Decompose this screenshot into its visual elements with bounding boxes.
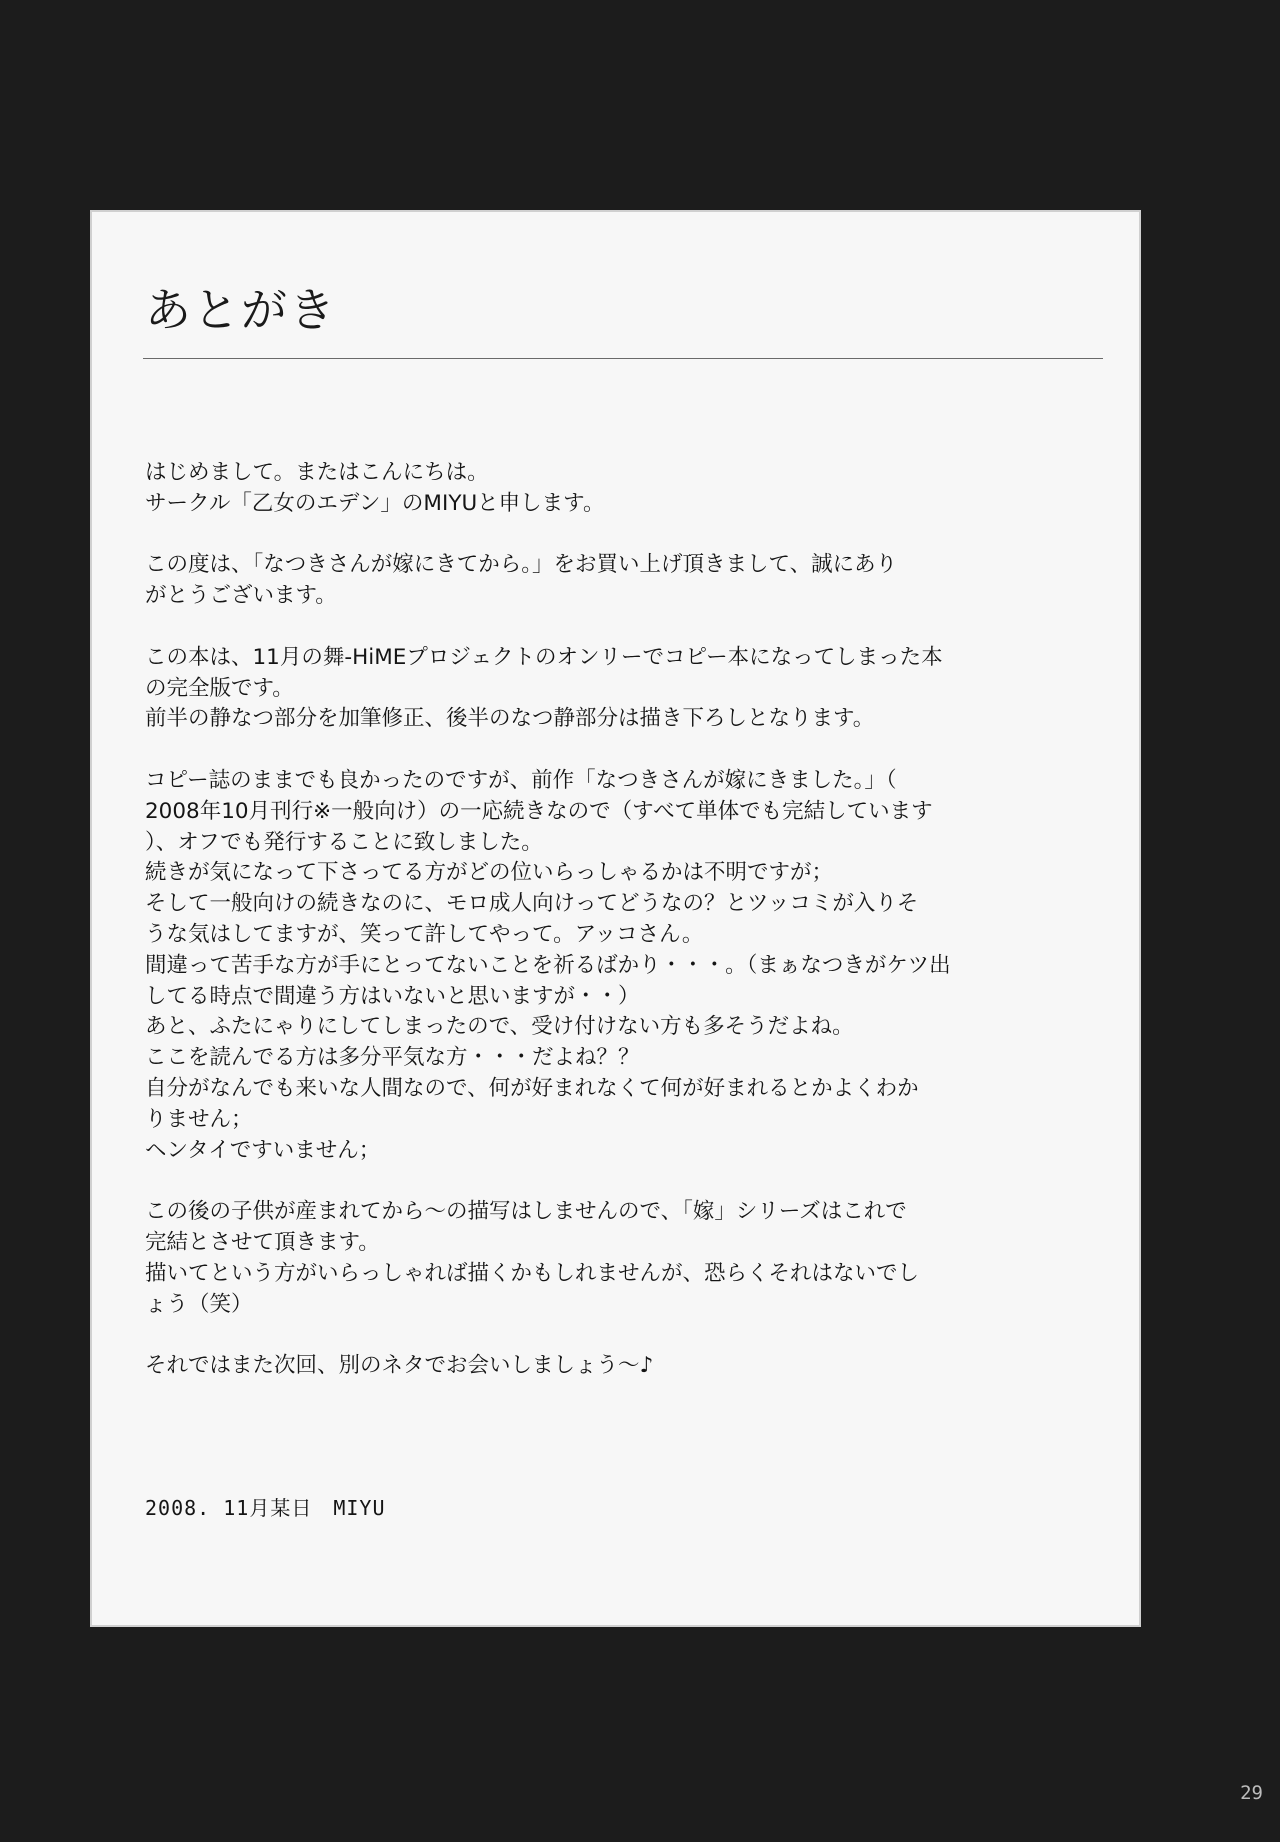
text-line: ここを読んでる方は多分平気な方・・・だよね？？ bbox=[145, 1045, 640, 1071]
paragraph-farewell bbox=[145, 1351, 1085, 1382]
text-line: うな気はしてますが、笑って許してやって。アッコさん。 bbox=[145, 921, 704, 947]
text-line: の完全版です。 bbox=[145, 675, 294, 701]
text-line: 前半の静なつ部分を加筆修正、後半のなつ静部分は描き下ろしとなります。 bbox=[145, 706, 875, 732]
text-line: がとうございます。 bbox=[145, 583, 337, 609]
text-line: この後の子供が産まれてから～の描写はしませんので、「嫁」シリーズはこれで bbox=[145, 1199, 907, 1225]
paragraph-series-end bbox=[145, 1197, 1085, 1320]
text-line: してる時点で間違う方はいないと思いますが・・） bbox=[145, 983, 640, 1009]
page-number: 29 bbox=[1240, 1782, 1263, 1804]
page-title: あとがき bbox=[145, 283, 337, 337]
text-line: そして一般向けの続きなのに、モロ成人向けってどうなの？とツッコミが入りそ bbox=[145, 891, 919, 917]
afterword-body bbox=[145, 458, 1085, 1413]
text-line: 2008年10月刊行※一般向け）の一応続きなので（すべて単体でも完結しています bbox=[145, 798, 933, 824]
text-line: 自分がなんでも来いな人間なので、何が好まれなくて何が好まれるとかよくわか bbox=[145, 1075, 919, 1101]
afterword-page bbox=[90, 210, 1141, 1627]
paragraph-greeting bbox=[145, 458, 1085, 520]
text-line: 完結とさせて頂きます。 bbox=[145, 1229, 380, 1255]
text-line: りません； bbox=[145, 1106, 253, 1132]
text-line: 描いてという方がいらっしゃれば描くかもしれませんが、恐らくそれはないでし bbox=[145, 1260, 920, 1286]
text-line: この度は、「なつきさんが嫁にきてから。」をお買い上げ頂きまして、誠にあり bbox=[145, 552, 898, 578]
text-line: 間違って苦手な方が手にとってないことを祈るばかり・・・。（まぁなつきがケツ出 bbox=[145, 952, 951, 978]
text-line: コピー誌のままでも良かったのですが、前作「なつきさんが嫁にきました。」（ bbox=[145, 767, 897, 793]
paragraph-background bbox=[145, 766, 1085, 1166]
paragraph-thanks bbox=[145, 550, 1085, 612]
title-divider bbox=[143, 358, 1103, 359]
paragraph-about-book bbox=[145, 643, 1085, 735]
text-line: この本は、11月の舞-HiMEプロジェクトのオンリーでコピー本になってしまった本 bbox=[145, 644, 943, 670]
signoff-date-author: 2008. 11月某日 MIYU bbox=[145, 1496, 386, 1520]
text-line: ょう（笑） bbox=[145, 1291, 253, 1317]
text-line: 続きが気になって下さってる方がどの位いらっしゃるかは不明ですが； bbox=[145, 860, 834, 886]
text-line: それではまた次回、別のネタでお会いしましょう～♪ bbox=[145, 1353, 654, 1379]
text-line: はじめまして。またはこんにちは。 bbox=[145, 460, 489, 485]
text-line: あと、ふたにゃりにしてしまったので、受け付けない方も多そうだよね。 bbox=[145, 1014, 854, 1040]
text-line: ）、オフでも発行することに致しました。 bbox=[145, 829, 543, 855]
text-line: ヘンタイですいません； bbox=[145, 1137, 381, 1163]
text-line: サークル「乙女のエデン」のMIYUと申します。 bbox=[145, 490, 605, 516]
